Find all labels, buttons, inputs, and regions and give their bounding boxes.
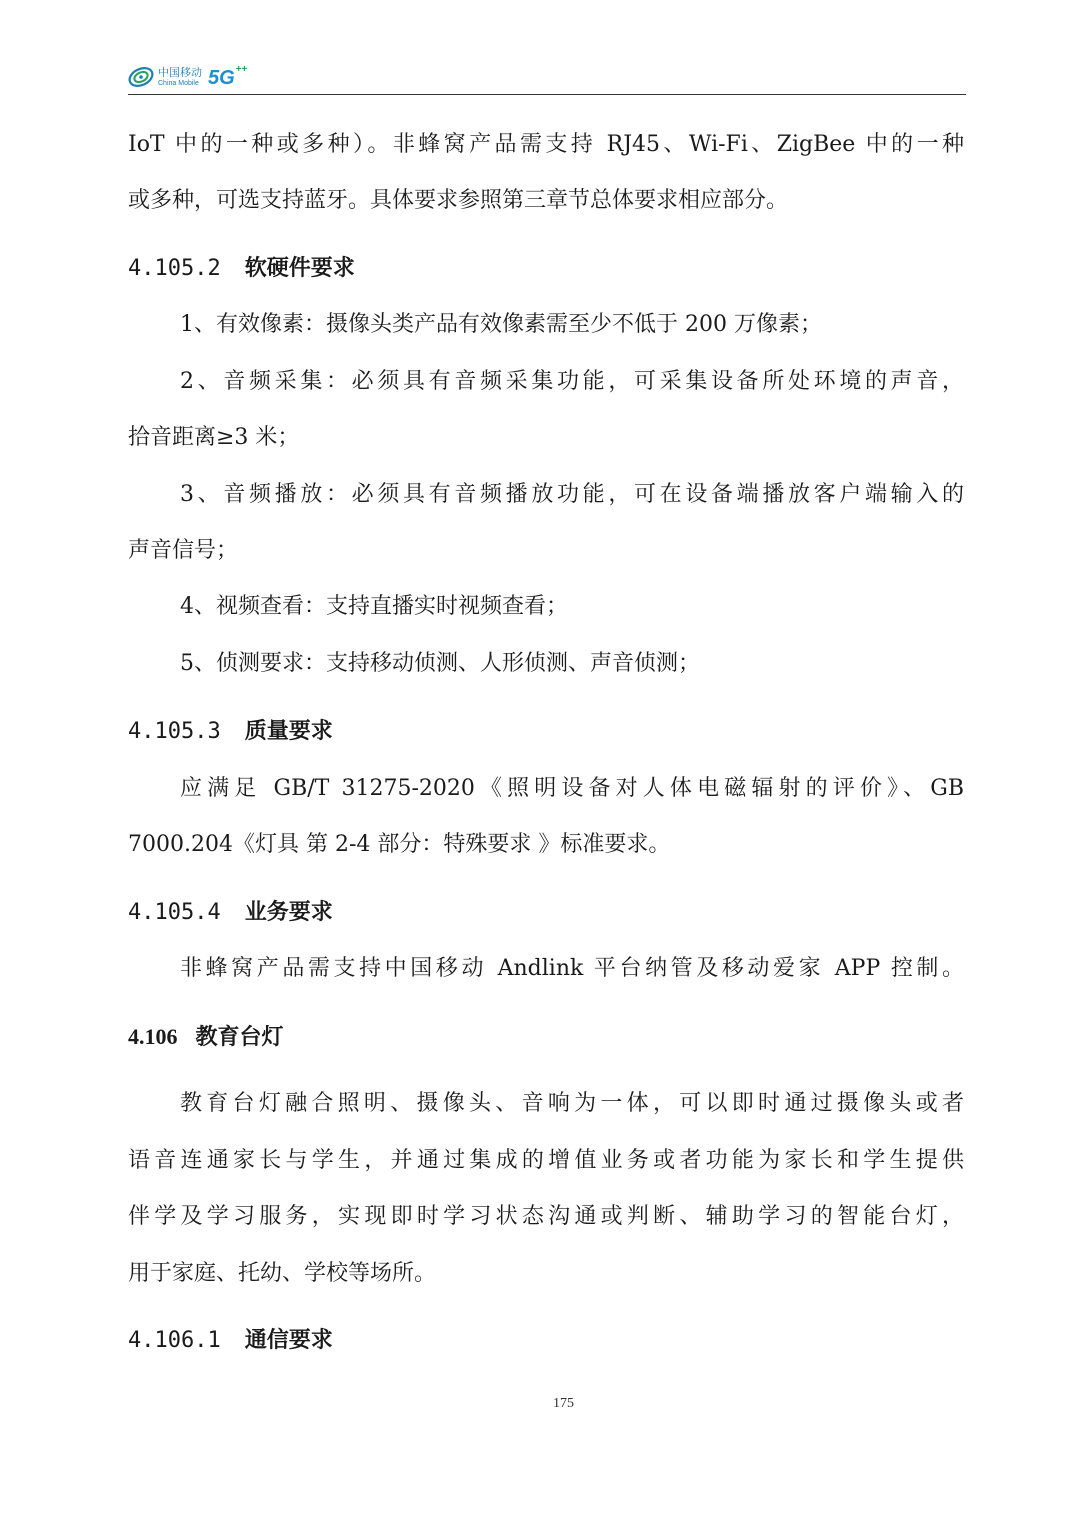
page-header xyxy=(128,58,966,96)
logo-plus-mark: ++ xyxy=(235,63,248,75)
header-divider xyxy=(128,94,966,95)
section-number: 4.106.1 xyxy=(128,1328,221,1353)
paragraph-line: 伴学及学习服务，实现即时学习状态沟通或判断、辅助学习的智能台灯， xyxy=(128,1204,964,1229)
logo-chinese-name: 中国移动 xyxy=(158,66,202,79)
logo-english-name: China Mobile xyxy=(158,80,199,87)
china-mobile-emblem-icon xyxy=(128,64,154,90)
logo-text xyxy=(158,67,202,87)
section-title: 软硬件要求 xyxy=(244,256,355,281)
china-mobile-logo xyxy=(128,60,246,94)
paragraph-line: IoT 中的一种或多种）。非蜂窝产品需支持 RJ45、Wi-Fi、ZigBee 中的一种 xyxy=(128,132,964,157)
section-title: 质量要求 xyxy=(244,719,333,744)
section-number: 4.105.4 xyxy=(128,900,221,925)
paragraph-line: 语音连通家长与学生，并通过集成的增值业务或者功能为家长和学生提供 xyxy=(128,1148,964,1173)
list-item: 2、音频采集：必须具有音频采集功能，可采集设备所处环境的声音， xyxy=(180,369,964,394)
section-heading-4-105-2 xyxy=(128,254,355,284)
section-heading-4-106 xyxy=(128,1022,284,1053)
list-item: 1、有效像素：摄像头类产品有效像素需至少不低于 200 万像素； xyxy=(180,312,822,337)
section-number: 4.106 xyxy=(128,1024,178,1049)
list-item-continuation: 声音信号； xyxy=(128,538,239,563)
section-title: 通信要求 xyxy=(244,1328,333,1353)
paragraph-line: 应满足 GB/T 31275-2020《照明设备对人体电磁辐射的评价》、GB xyxy=(180,776,964,801)
section-heading-4-105-3 xyxy=(128,717,333,747)
logo-5g: 5G xyxy=(208,66,235,89)
section-heading-4-106-1 xyxy=(128,1326,333,1356)
section-title: 业务要求 xyxy=(244,900,333,925)
list-item: 4、视频查看：支持直播实时视频查看； xyxy=(180,594,568,619)
paragraph-line: 或多种，可选支持蓝牙。具体要求参照第三章节总体要求相应部分。 xyxy=(128,188,789,213)
section-number: 4.105.3 xyxy=(128,719,221,744)
paragraph-line: 用于家庭、托幼、学校等场所。 xyxy=(128,1261,437,1286)
section-heading-4-105-4 xyxy=(128,898,333,928)
list-item: 3、音频播放：必须具有音频播放功能，可在设备端播放客户端输入的 xyxy=(180,482,964,507)
page-number: 175 xyxy=(553,1396,574,1411)
list-item-continuation: 拾音距离≥3 米； xyxy=(128,425,300,450)
paragraph-line: 教育台灯融合照明、摄像头、音响为一体，可以即时通过摄像头或者 xyxy=(180,1091,964,1116)
paragraph-line: 非蜂窝产品需支持中国移动 Andlink 平台纳管及移动爱家 APP 控制。 xyxy=(180,956,964,981)
list-item: 5、侦测要求：支持移动侦测、人形侦测、声音侦测； xyxy=(180,651,700,676)
paragraph-line: 7000.204《灯具 第 2-4 部分：特殊要求 》标准要求。 xyxy=(128,832,671,857)
section-number: 4.105.2 xyxy=(128,256,221,281)
section-title: 教育台灯 xyxy=(195,1025,284,1050)
